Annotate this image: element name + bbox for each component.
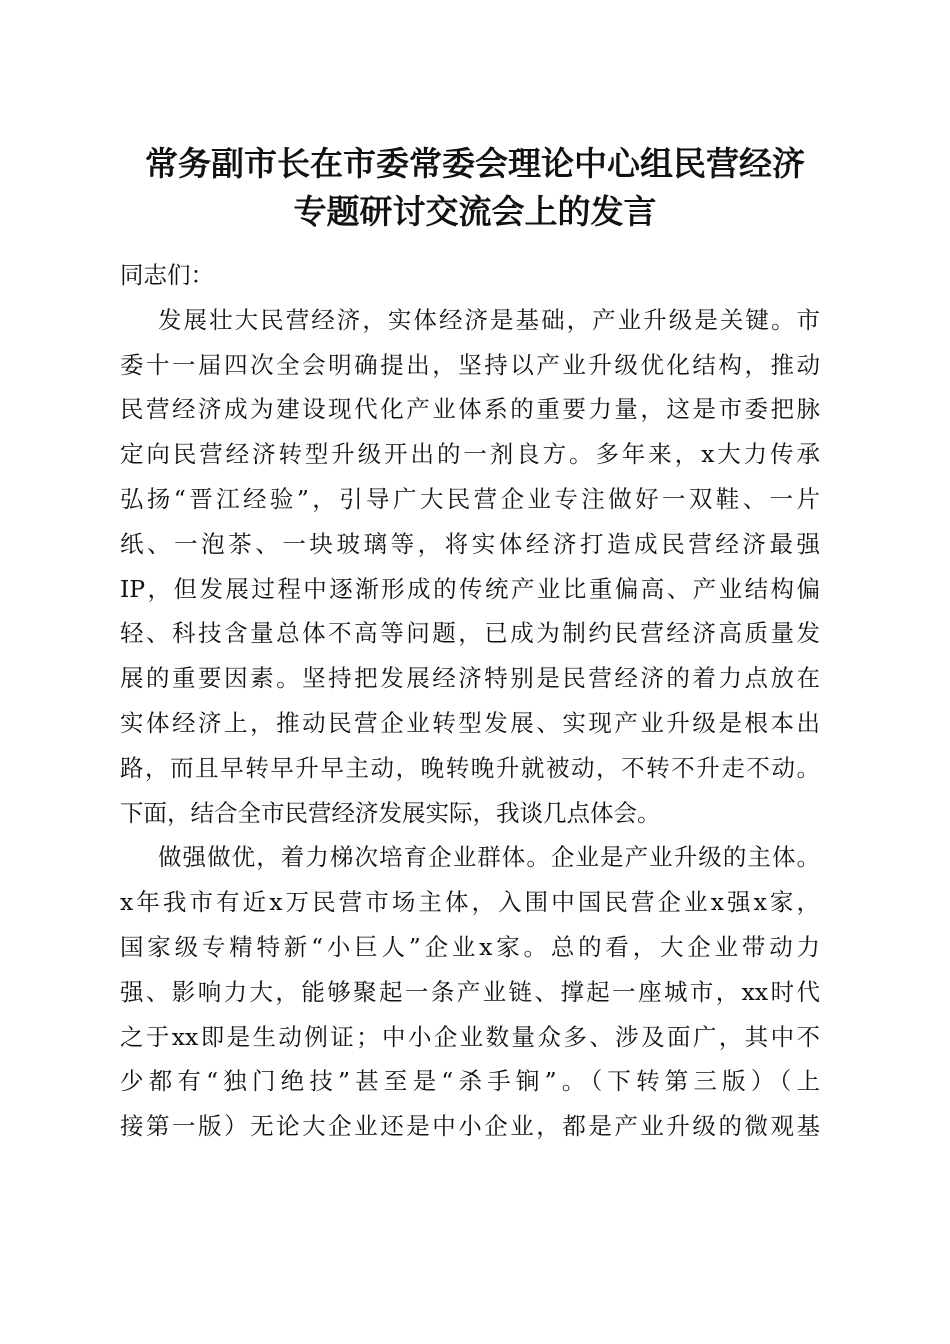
text-line: 弘扬“晋江经验”，引导广大民营企业专注做好一双鞋、一片	[120, 484, 820, 513]
text-line: 路，而且早转早升早主动，晚转晚升就被动，不转不升走不动。	[120, 753, 820, 782]
text-line: 实体经济上，推动民营企业转型发展、实现产业升级是根本出	[120, 708, 820, 737]
document-title-line-1: 常务副市长在市委常委会理论中心组民营经济	[145, 144, 805, 183]
text-line: 做强做优，着力梯次培育企业群体。企业是产业升级的主体。	[158, 843, 820, 872]
text-line: 强、影响力大，能够聚起一条产业链、撑起一座城市，xx时代	[120, 977, 820, 1006]
text-line: 接第一版）无论大企业还是中小企业，都是产业升级的微观基	[120, 1112, 820, 1141]
text-line: 下面，结合全市民营经济发展实际，我谈几点体会。	[120, 798, 661, 827]
paragraph-1	[120, 298, 820, 836]
text-line: 定向民营经济转型升级开出的一剂良方。多年来，x大力传承	[120, 440, 820, 469]
text-line: 展的重要因素。坚持把发展经济特别是民营经济的着力点放在	[120, 664, 820, 693]
paragraph-2	[120, 835, 820, 1149]
text-line: 发展壮大民营经济，实体经济是基础，产业升级是关键。市	[158, 305, 820, 334]
document-title-line-2: 专题研讨交流会上的发言	[293, 192, 657, 231]
salutation: 同志们：	[120, 261, 214, 289]
text-line: IP，但发展过程中逐渐形成的传统产业比重偏高、产业结构偏	[120, 574, 820, 603]
text-line: 纸、一泡茶、一块玻璃等，将实体经济打造成民营经济最强	[120, 529, 820, 558]
text-line: 之于xx即是生动例证；中小企业数量众多、涉及面广，其中不	[120, 1022, 820, 1051]
text-line: 国家级专精特新“小巨人”企业x家。总的看，大企业带动力	[120, 932, 820, 961]
text-line: 民营经济成为建设现代化产业体系的重要力量，这是市委把脉	[120, 395, 820, 424]
text-line: 少都有“独门绝技”甚至是“杀手锏”。（下转第三版）（上	[120, 1067, 820, 1096]
text-line: x年我市有近x万民营市场主体，入围中国民营企业x强x家，	[120, 888, 820, 917]
text-line: 委十一届四次全会明确提出，坚持以产业升级优化结构，推动	[120, 350, 820, 379]
document-body	[120, 253, 820, 1149]
text-line: 轻、科技含量总体不高等问题，已成为制约民营经济高质量发	[120, 619, 820, 648]
